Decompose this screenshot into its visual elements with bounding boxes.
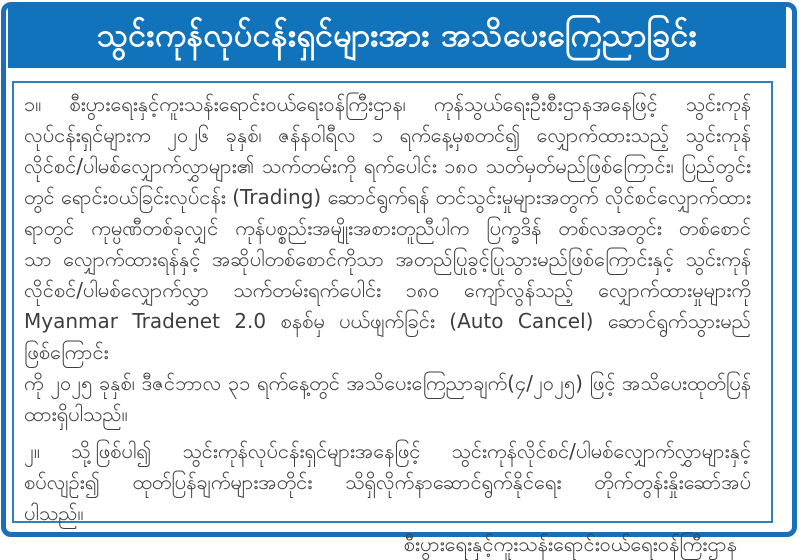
paragraph-line: ရာတွင် ကုမ္ပဏီတစ်ခုလျှင် ကုန်ပစ္စည်းအမျိုးအစားတူညီပါက ပြက္ခဒိန် တစ်လအတွင်း တစ်စောင် [24, 216, 751, 240]
page-title: သွင်းကုန်လုပ်ငန်းရှင်များအား အသိပေးကြေညာခြင်း [96, 15, 697, 54]
paragraph-1 [24, 89, 751, 430]
paragraph-line: လုပ်ငန်းရှင်များက ၂၀၂၆ ခုနှစ်၊ ဇန်နဝါရီလ ၁ ရက်နေ့မှစတင်၍ လျှောက်ထားသည့် သွင်းကုန် [24, 123, 751, 147]
paragraph-line: ထားရှိပါသည်။ [24, 402, 128, 426]
paragraph-line: ပါသည်။ [24, 501, 84, 525]
paragraph-line: စပ်လျဉ်း၍ ထုတ်ပြန်ချက်များအတိုင်း သိရှိလိုက်နာဆောင်ရွက်နိုင်ရေး တိုက်တွန်းနှိုးဆော်အပ် [24, 470, 751, 494]
paragraph-line: Myanmar Tradenet 2.0 စနစ်မှ ပယ်ဖျက်ခြင်း (Auto Cancel) ဆောင်ရွက်သွားမည်ဖြစ်ကြောင်း [24, 309, 751, 364]
paragraph-line: ၂။ သို့ဖြစ်ပါ၍ သွင်းကုန်လုပ်ငန်းရှင်များအနေဖြင့် သွင်းကုန်လိုင်စင်/ပါမစ်လျှောက်လွှာများနှင့် [24, 439, 751, 463]
paragraph-line: ၁။ စီးပွားရေးနှင့်ကူးသန်းရောင်းဝယ်ရေးဝန်ကြီးဌာန၊ ကုန်သွယ်ရေးဦးစီးဌာနအနေဖြင့် သွင်းကုန် [24, 92, 751, 116]
paragraph-line: သာ လျှောက်ထားရန်နှင့် အဆိုပါတစ်စောင်ကိုသာ အတည်ပြုခွင့်ပြုသွားမည်ဖြစ်ကြောင်းနှင့် သွင်းကုန် [24, 247, 751, 271]
paragraph-line: လိုင်စင်/ပါမစ်လျှောက်လွှာများ၏ သက်တမ်းကို ရက်ပေါင်း ၁၈၀ သတ်မှတ်မည်ဖြစ်ကြောင်း၊ ပြည်တွင်း [24, 154, 751, 178]
paragraph-line: တွင် ရောင်းဝယ်ခြင်းလုပ်ငန်း (Trading) ဆောင်ရွက်ရန် တင်သွင်းမှုများအတွက် လိုင်စင်လျှောက်ထား [24, 185, 751, 209]
paragraph-2 [24, 436, 751, 529]
header-banner [8, 7, 786, 68]
signature: စီးပွားရေးနှင့်ကူးသန်းရောင်းဝယ်ရေးဝန်ကြီးဌာန [403, 532, 737, 556]
announcement-body [12, 81, 773, 556]
paragraph-line: ကို ၂၀၂၅ ခုနှစ်၊ ဒီဇင်ဘာလ ၃၁ ရက်နေ့တွင် အသိပေးကြေညာချက်(၄/၂၀၂၅) ဖြင့် အသိပေးထုတ်ပြန် [24, 371, 751, 395]
paragraph-line: လိုင်စင်/ပါမစ်လျှောက်လွှာ သက်တမ်းရက်ပေါင်း ၁၈၀ ကျော်လွန်သည့် လျှောက်ထားမှုများကို [24, 278, 751, 302]
